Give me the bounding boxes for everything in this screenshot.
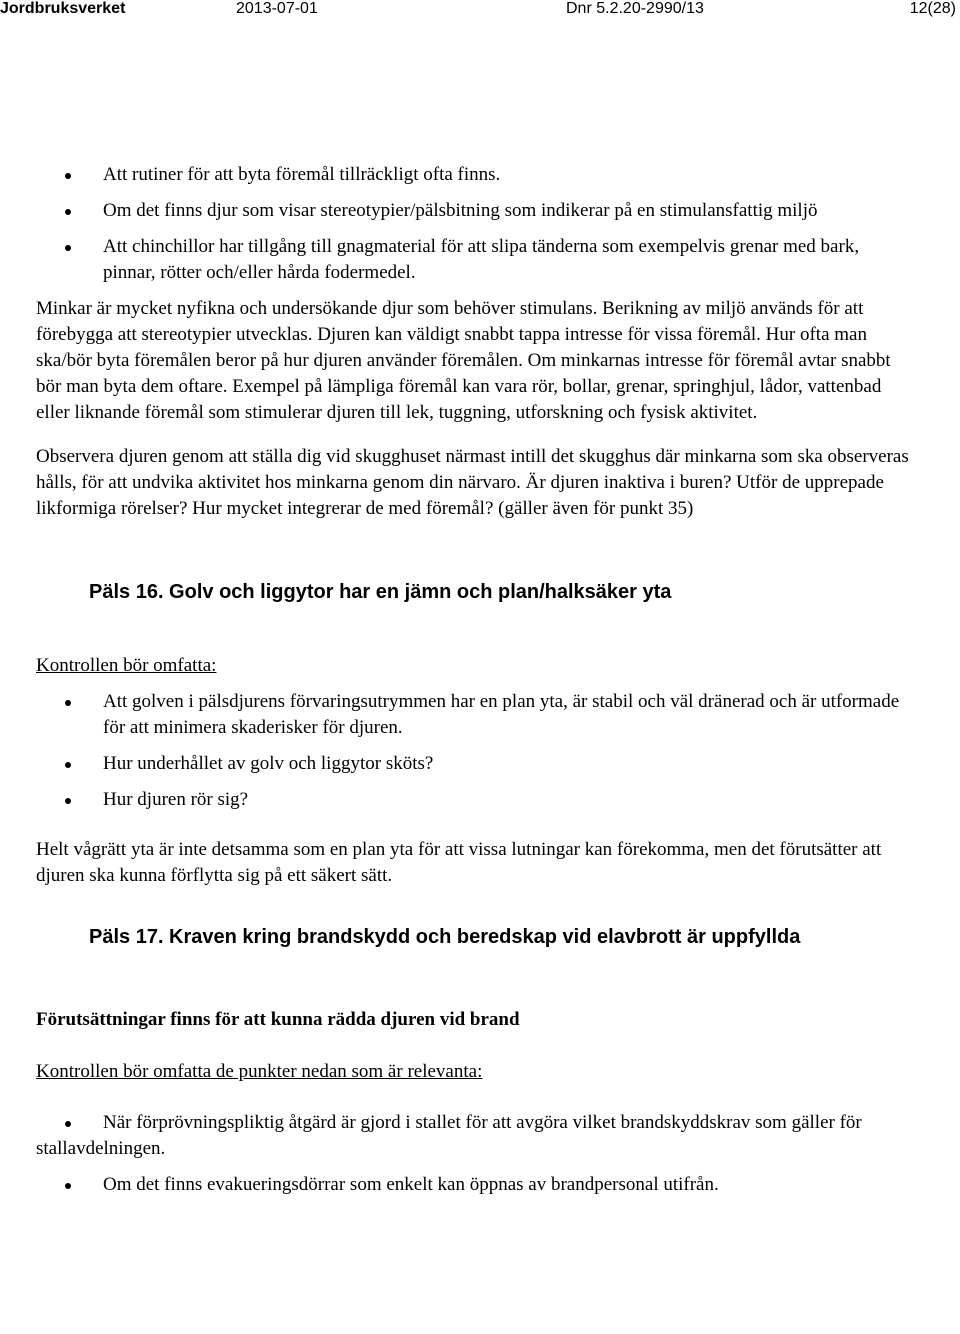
bullet-list-routines [36, 162, 916, 286]
header-document-number: Dnr 5.2.20-2990/13 [566, 0, 704, 17]
list-item: Om det finns djur som visar stereotypier/pälsbitning som indikerar på en stimulansfattig miljö [36, 198, 916, 224]
list-item: När förprövningspliktig åtgärd är gjord i stallet för att avgöra vilket brandskyddskrav som gäller för stallavdelningen. [36, 1112, 862, 1159]
paragraph-observation: Observera djuren genom att ställa dig vid skugghuset närmast intill det skugghus där minkarna som ska observeras hålls, för att undvika aktivitet hos minkarna genom din närvaro. Är djuren inaktiva i buren? Utför de upprepade likformiga rörelser? Hur mycket integrerar de med föremål? (gäller även för punkt 35) [36, 446, 909, 519]
section-heading-pals-17: Päls 17. Kraven kring brandskydd och beredskap vid elavbrott är uppfyllda [89, 926, 801, 948]
section-heading-pals-16: Päls 16. Golv och liggytor har en jämn och plan/halksäker yta [89, 581, 672, 603]
bullet-icon [65, 209, 71, 215]
paragraph-mink-stimulus: Minkar är mycket nyfikna och undersökande djur som behöver stimulans. Berikning av miljö används för att förebygga att stereotypier utvecklas. Djuren kan väldigt snabbt tappa intresse för vissa föremål. Hur ofta man ska/bör byta föremålen beror på hur djuren använder föremålen. Om minkarnas intresse för föremål avtar snabbt bör man byta dem oftare. Exempel på lämpliga föremål kan vara rör, bollar, grenar, springhjul, lådor, vattenbad eller liknande föremål som stimulerar djuren till lek, tuggning, utforskning och fysisk aktivitet. [36, 298, 891, 423]
header-date: 2013-07-01 [236, 0, 318, 17]
header-page-number: 12(28) [909, 0, 956, 17]
list-item: Att golven i pälsdjurens förvaringsutrymmen har en plan yta, är stabil och väl dränerad och är utformade för att minimera skaderisker för djuren. [36, 689, 916, 741]
subheading-control-16: Kontrollen bör omfatta: [36, 655, 217, 676]
bullet-icon [65, 798, 71, 804]
bullet-icon [65, 1183, 71, 1189]
bullet-icon [65, 762, 71, 768]
bullet-icon [65, 700, 71, 706]
subheading-control-17: Kontrollen bör omfatta de punkter nedan som är relevanta: [36, 1061, 483, 1082]
page-header [0, 0, 960, 24]
paragraph-level-surface: Helt vågrätt yta är inte detsamma som en plan yta för att vissa lutningar kan förekomma, men det förutsätter att djuren ska kunna förflytta sig på ett säkert sätt. [36, 839, 882, 886]
list-item: Hur djuren rör sig? [36, 787, 916, 813]
header-organization: Jordbruksverket [0, 0, 126, 17]
list-item: Hur underhållet av golv och liggytor sköts? [36, 751, 916, 777]
bullet-icon [65, 1121, 71, 1127]
bullet-list-floors [36, 689, 916, 813]
list-item: Om det finns evakueringsdörrar som enkelt kan öppnas av brandpersonal utifrån. [36, 1172, 916, 1198]
bold-heading-fire-rescue: Förutsättningar finns för att kunna rädda djuren vid brand [36, 1009, 520, 1030]
list-item: Att chinchillor har tillgång till gnagmaterial för att slipa tänderna som exempelvis grenar med bark, pinnar, rötter och/eller hårda fodermedel. [36, 234, 916, 286]
bullet-icon [65, 245, 71, 251]
list-item: Att rutiner för att byta föremål tillräckligt ofta finns. [36, 162, 916, 188]
document-body [36, 162, 916, 1208]
bullet-icon [65, 173, 71, 179]
bullet-list-fire [36, 1110, 916, 1198]
